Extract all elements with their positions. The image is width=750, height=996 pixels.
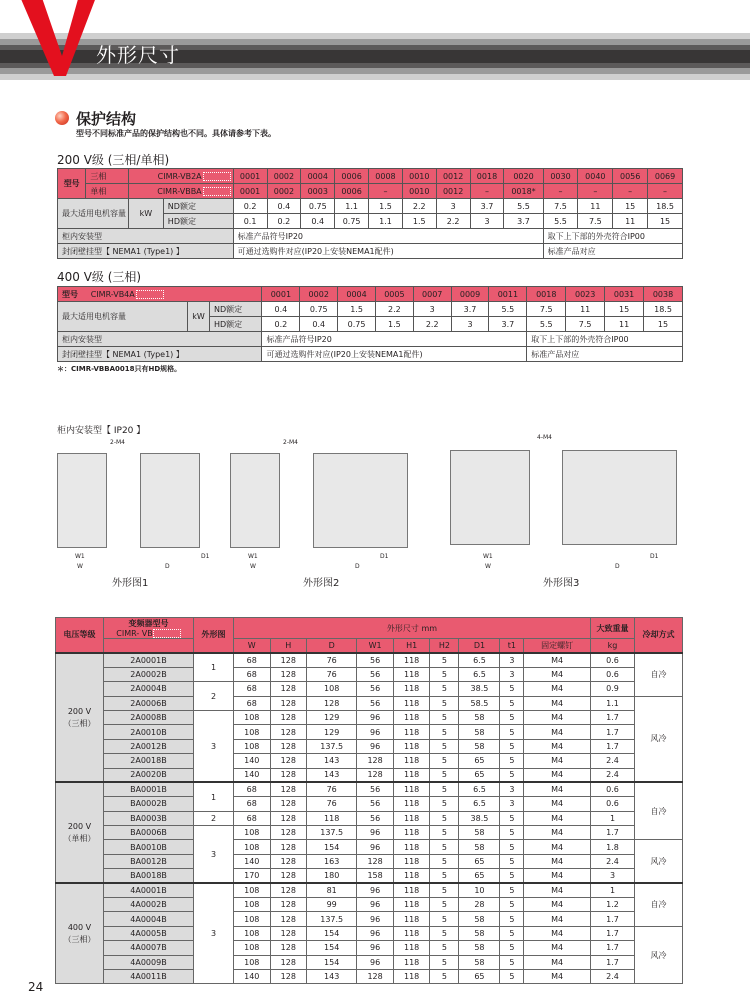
table-row: 4A0002B 108 128 99 96 118 5 28 5 M4 1.2 — [56, 898, 683, 912]
section-subtitle: 型号不同标准产品的保护结构也不同。具体请参考下表。 — [76, 129, 276, 138]
nd-row: 最大适用电机容量 kW ND额定 0.4 0.75 1.5 2.2 3 3.7 5.5 7.5 11 15 18.5 — [58, 302, 683, 317]
protection-table-200v — [57, 168, 683, 259]
table-row: 2A0010B 108 128 129 96 118 5 58 5 M4 1.7 — [56, 725, 683, 739]
table-row: BA0010B 108 128 154 96 118 5 58 5 M4 1.8 风冷 — [56, 840, 683, 854]
footnote: ＊：CIMR-VBBA0018只有HD规格。 — [57, 365, 182, 373]
table-row: BA0018B 170 128 180 158 118 5 65 5 M4 3 — [56, 869, 683, 883]
table-row: 2A0002B 68 128 76 56 118 5 6.5 3 M4 0.6 — [56, 667, 683, 681]
header-row-1: 电压等级 变频器型号 CIMR- VB 外形图 外形尺寸 mm 大致重量 冷却方式 — [56, 618, 683, 639]
table-row: 2A0012B 108 128 137.5 96 118 5 58 5 M4 1.7 — [56, 739, 683, 753]
table-row: BA0002B 68 128 76 56 118 5 6.5 3 M4 0.6 — [56, 797, 683, 811]
table-row: 4A0007B 108 128 154 96 118 5 58 5 M4 1.7 — [56, 941, 683, 955]
table-row: 4A0005B 108 128 154 96 118 5 58 5 M4 1.7 风冷 — [56, 926, 683, 940]
table-row: 2A0006B 68 128 128 56 118 5 58.5 5 M4 1.1 风冷 — [56, 696, 683, 710]
model-row: 型号 CIMR-VB4A 0001 0002 0004 0005 0007 0009 0011 0018 0023 0031 0038 — [58, 287, 683, 302]
table-row: BA0012B 140 128 163 128 118 5 65 5 M4 2.4 — [56, 854, 683, 868]
table-row: 400 V （三相） 4A0001B 3 108 128 81 96 118 5 10 5 M4 1 自冷 — [56, 883, 683, 897]
chapter-letter-v — [18, 0, 98, 80]
table-row: 200 V （三相） 2A0001B 1 68 128 76 56 118 5 6.5 3 M4 0.6 自冷 — [56, 653, 683, 667]
model-row-three-phase: 型号 三相 CIMR-VB2A 0001 0002 0004 0006 0008 0010 0012 0018 0020 0030 0040 0056 0069 — [58, 169, 683, 184]
dimensions-table — [55, 617, 683, 984]
hd-row: HD额定 0.2 0.4 0.75 1.5 2.2 3 3.7 5.5 7.5 11 15 — [58, 317, 683, 332]
table-row: 200 V （单相） BA0001B 1 68 128 76 56 118 5 6.5 3 M4 0.6 自冷 — [56, 782, 683, 796]
table-row: BA0003B 2 68 128 118 56 118 5 38.5 5 M4 1 — [56, 811, 683, 825]
header-row-2: W H D W1 H1 H2 D1 t1 固定螺钉 kg — [56, 639, 683, 653]
table-row: 2A0004B 2 68 128 108 56 118 5 38.5 5 M4 0.9 — [56, 682, 683, 696]
wall-row: 封闭壁挂型【 NEMA1 (Type1) 】 可通过选购件对应(IP20上安装NEMA1配件) 标准产品对应 — [58, 244, 683, 259]
table-row: 4A0011B 140 128 143 128 118 5 65 5 M4 2.4 — [56, 969, 683, 983]
nd-row: 最大适用电机容量 kW ND额定 0.2 0.4 0.75 1.1 1.5 2.2 3 3.7 5.5 7.5 11 15 18.5 — [58, 199, 683, 214]
model-row-single-phase: 单相 CIMR-VBBA 0001 0002 0003 0006 – 0010 0012 – 0018* – – – – — [58, 184, 683, 199]
hd-row: HD额定 0.1 0.2 0.4 0.75 1.1 1.5 2.2 3 3.7 5.5 7.5 11 15 — [58, 214, 683, 229]
table-row: 2A0008B 3 108 128 129 96 118 5 58 5 M4 1.7 — [56, 710, 683, 724]
page-title: 外形尺寸 — [96, 43, 180, 67]
page-number: 24 — [28, 980, 44, 994]
table-row: BA0006B 3 108 128 137.5 96 118 5 58 5 M4 1.7 — [56, 826, 683, 840]
table-row: 4A0004B 108 128 137.5 96 118 5 58 5 M4 1.7 — [56, 912, 683, 926]
section-title: 保护结构 — [76, 110, 137, 128]
cabinet-row: 柜内安装型 标准产品符号IP20 取下上下部的外壳符合IP00 — [58, 332, 683, 347]
protection-table-400v — [57, 286, 683, 362]
level-200v-label: 200 V级 (三相/单相) — [57, 153, 170, 167]
table-row: 2A0018B 140 128 143 128 118 5 65 5 M4 2.4 — [56, 754, 683, 768]
level-400v-label: 400 V级 (三相) — [57, 270, 142, 284]
install-type-label: 柜内安装型【 IP20 】 — [57, 426, 146, 436]
bullet-ball-icon — [55, 111, 69, 125]
table-row: 2A0020B 140 128 143 128 118 5 65 5 M4 2.4 — [56, 768, 683, 782]
wall-row: 封闭壁挂型【 NEMA1 (Type1) 】 可通过选购件对应(IP20上安装NEMA1配件) 标准产品对应 — [58, 347, 683, 362]
cabinet-row: 柜内安装型 标准产品符号IP20 取下上下部的外壳符合IP00 — [58, 229, 683, 244]
table-row: 4A0009B 108 128 154 96 118 5 58 5 M4 1.7 — [56, 955, 683, 969]
